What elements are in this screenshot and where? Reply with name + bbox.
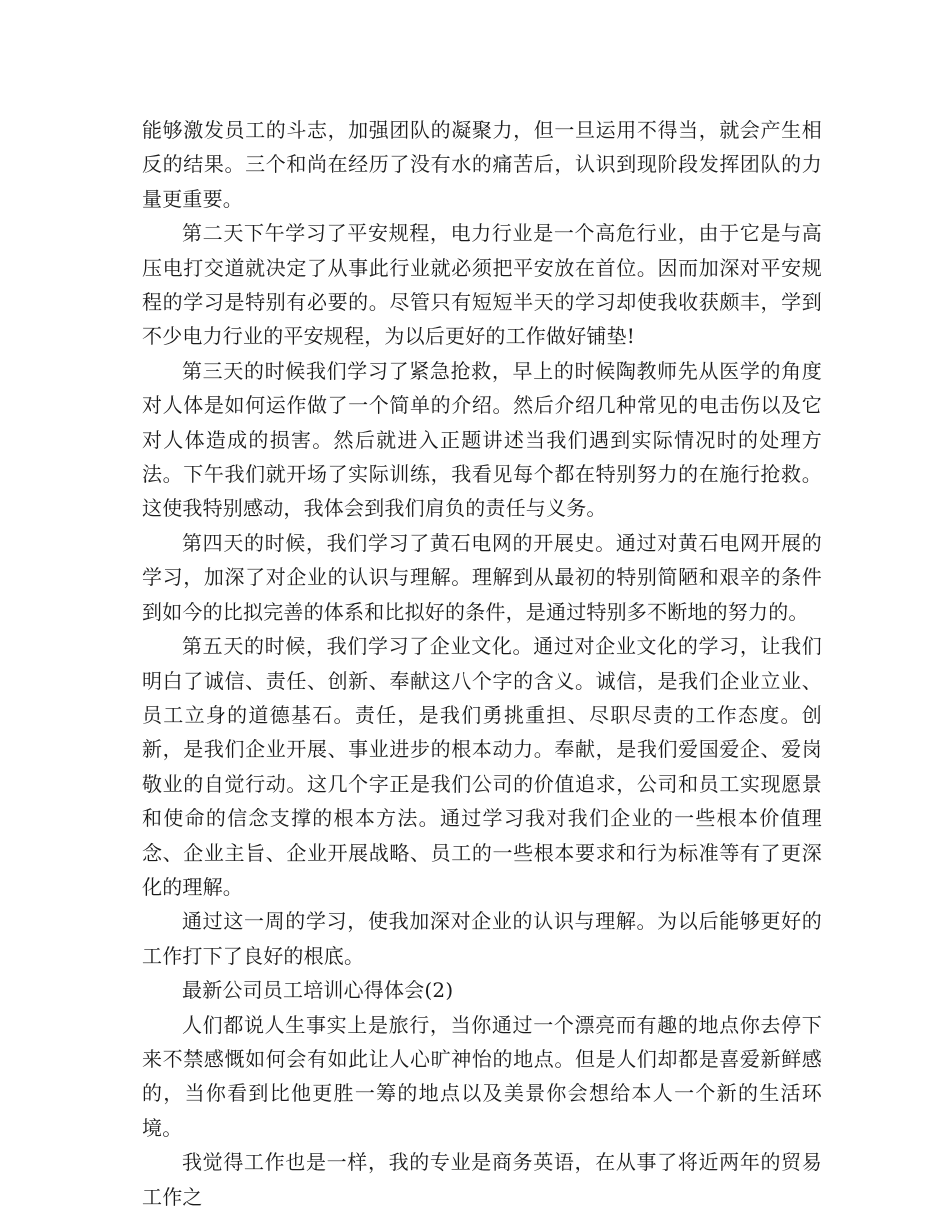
- paragraph-day-four: 第四天的时候，我们学习了黄石电网的开展史。通过对黄石电网开展的学习，加深了对企业的认识与理解。理解到从最初的特别简陋和艰辛的条件到如今的比拟完善的体系和比拟好的条件，是通过特别多不断地的努力的。: [142, 530, 822, 624]
- paragraph-day-five: 第五天的时候，我们学习了企业文化。通过对企业文化的学习，让我们明白了诚信、责任、创新、奉献这八个字的含义。诚信，是我们企业立业、员工立身的道德基石。责任，是我们勇挑重担、尽职尽责的工作态度。创新，是我们企业开展、事业进步的根本动力。奉献，是我们爱国爱企、爱岗敬业的自觉行动。这几个字正是我们公司的价值追求，公司和员工实现愿景和使命的信念支撑的根本方法。通过学习我对我们企业的一些根本价值理念、企业主旨、企业开展战略、员工的一些根本要求和行为标准等有了更深化的理解。: [142, 634, 822, 899]
- document-body: [142, 113, 822, 1214]
- section-heading: 最新公司员工培训心得体会(2): [182, 978, 454, 1003]
- paragraph-summary: 通过这一周的学习，使我加深对企业的认识与理解。为以后能够更好的工作打下了良好的根底。: [142, 909, 822, 968]
- paragraph-continuation: 能够激发员工的斗志，加强团队的凝聚力，但一旦运用不得当，就会产生相反的结果。三个和尚在经历了没有水的痛苦后，认识到现阶段发挥团队的力量更重要。: [142, 118, 822, 211]
- paragraph-work: 我觉得工作也是一样，我的专业是商务英语，在从事了将近两年的贸易工作之: [142, 1150, 822, 1209]
- paragraph-day-three: 第三天的时候我们学习了紧急抢救，早上的时候陶教师先从医学的角度对人体是如何运作做了一个简单的介绍。然后介绍几种常见的电击伤以及它对人体造成的损害。然后就进入正题讲述当我们遇到实际情况时的处理方法。下午我们就开场了实际训练，我看见每个都在特别努力的在施行抢救。这使我特别感动，我体会到我们肩负的责任与义务。: [142, 358, 822, 521]
- paragraph-day-two: 第二天下午学习了平安规程，电力行业是一个高危行业，由于它是与高压电打交道就决定了从事此行业就必须把平安放在首位。因而加深对平安规程的学习是特别有必要的。尽管只有短短半天的学习却使我收获颇丰，学到不少电力行业的平安规程，为以后更好的工作做好铺垫!: [142, 221, 822, 349]
- paragraph-travel: 人们都说人生事实上是旅行，当你通过一个漂亮而有趣的地点你去停下来不禁感慨如何会有如此让人心旷神怡的地点。但是人们却都是喜爱新鲜感的，当你看到比他更胜一筹的地点以及美景你会想给本人一个新的生活环境。: [142, 1012, 822, 1140]
